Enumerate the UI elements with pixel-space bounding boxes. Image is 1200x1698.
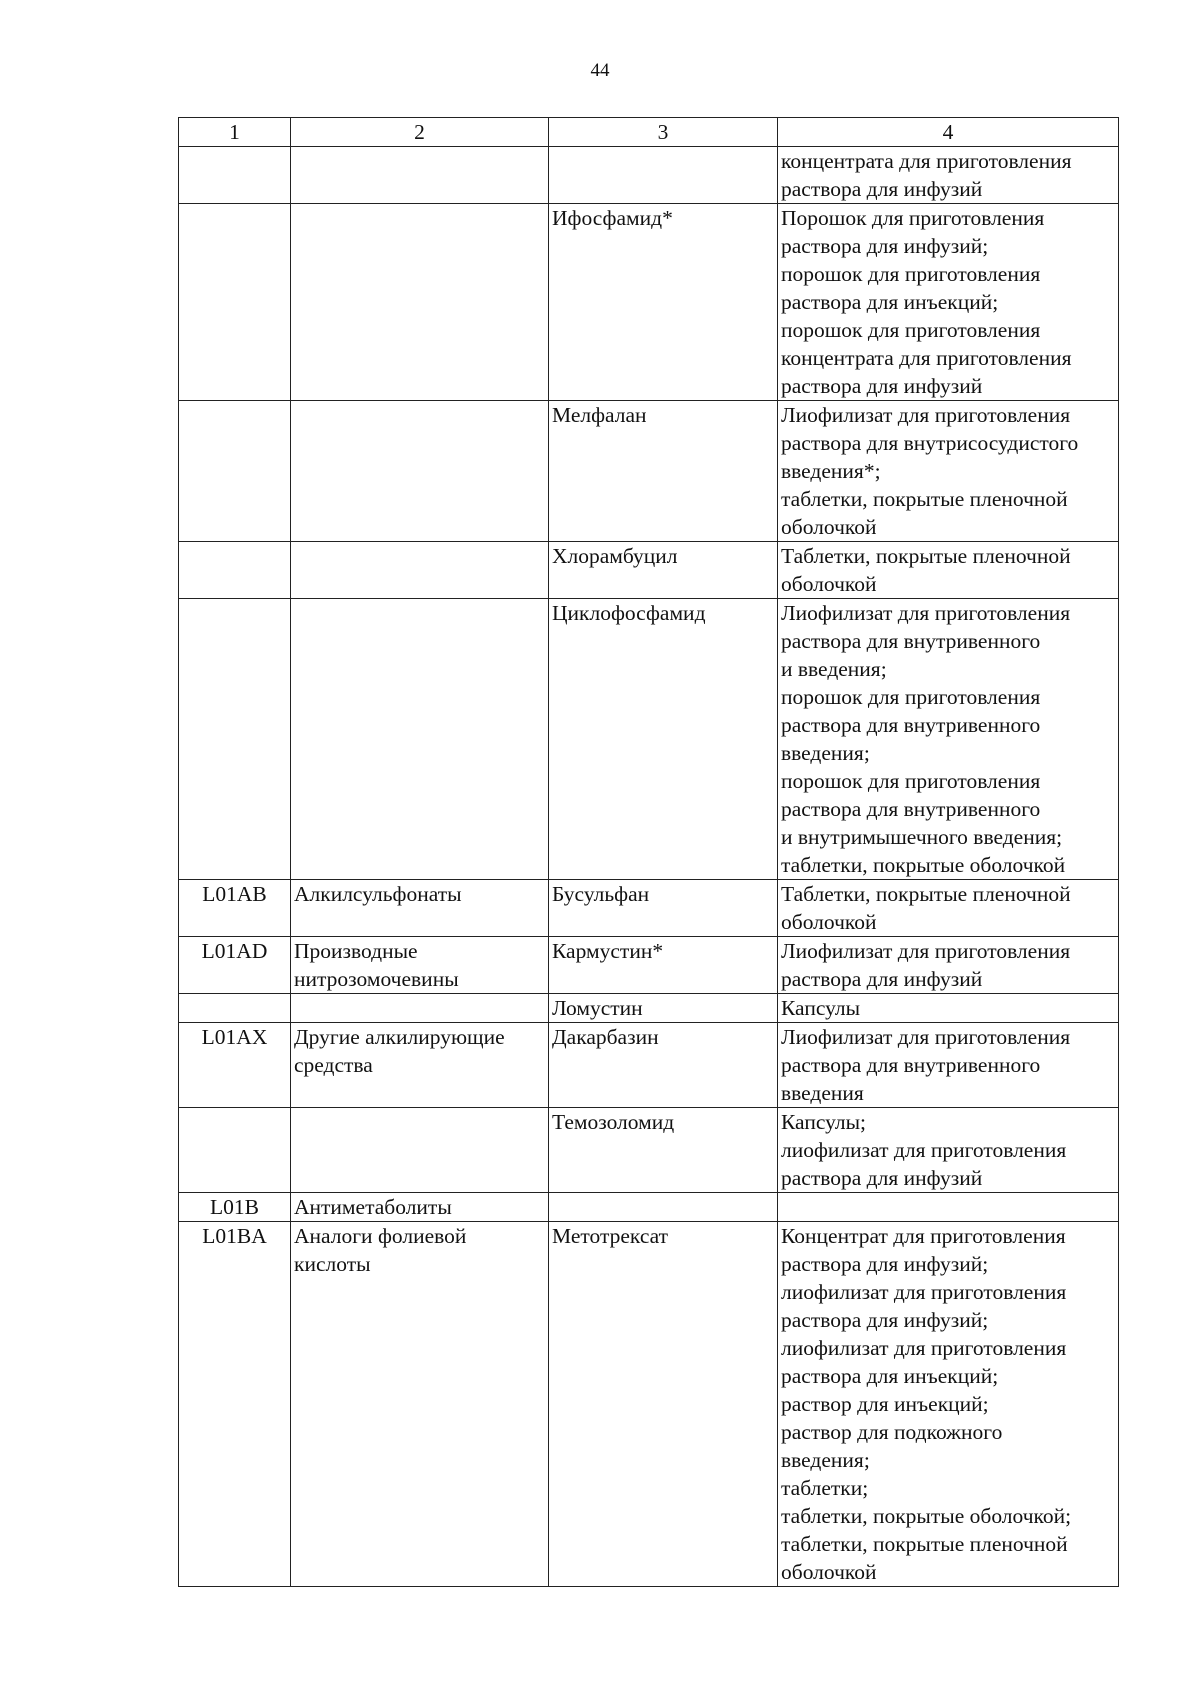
dosage-form-line: Капсулы xyxy=(781,996,861,1020)
dosage-forms-cell xyxy=(778,994,1119,1023)
dosage-forms-cell xyxy=(778,147,1119,204)
drug-name-cell: Дакарбазин xyxy=(549,1023,778,1108)
dosage-forms-cell xyxy=(778,542,1119,599)
dosage-form-line: раствор для инъекций; xyxy=(781,1392,989,1416)
dosage-forms-cell xyxy=(778,1023,1119,1108)
dosage-form-line: оболочкой xyxy=(781,572,877,596)
dosage-forms-cell xyxy=(778,1193,1119,1222)
atc-code-cell xyxy=(179,599,291,880)
table-row xyxy=(179,542,1119,599)
dosage-form-line: таблетки, покрытые оболочкой xyxy=(781,853,1066,877)
group-name-cell xyxy=(291,1108,549,1193)
dosage-form-line: раствора для инфузий; xyxy=(781,1252,989,1276)
dosage-form-line: Порошок для приготовления xyxy=(781,206,1045,230)
dosage-form-line: и внутримышечного введения; xyxy=(781,825,1063,849)
drug-name-cell: Темозоломид xyxy=(549,1108,778,1193)
table-row xyxy=(179,1108,1119,1193)
dosage-form-line: Таблетки, покрытые пленочной xyxy=(781,882,1071,906)
dosage-form-line: лиофилизат для приготовления xyxy=(781,1280,1067,1304)
dosage-form-line: раствора для инфузий; xyxy=(781,234,989,258)
atc-code-cell xyxy=(179,401,291,542)
group-name-cell xyxy=(291,147,549,204)
column-header: 4 xyxy=(778,118,1119,147)
dosage-form-line xyxy=(781,1193,1115,1221)
dosage-form-line: раствора для инъекций; xyxy=(781,1364,999,1388)
drug-name-cell: Метотрексат xyxy=(549,1222,778,1587)
table-row xyxy=(179,880,1119,937)
atc-code-cell: L01B xyxy=(179,1193,291,1222)
table-body xyxy=(179,147,1119,1587)
dosage-forms-cell xyxy=(778,204,1119,401)
drug-name-cell: Ифосфамид* xyxy=(549,204,778,401)
dosage-form-line: Лиофилизат для приготовления xyxy=(781,939,1071,963)
atc-code-cell xyxy=(179,542,291,599)
group-name-cell xyxy=(291,542,549,599)
dosage-forms-cell xyxy=(778,1222,1119,1587)
dosage-forms-cell xyxy=(778,599,1119,880)
dosage-form-line: концентрата для приготовления xyxy=(781,346,1072,370)
dosage-form-line: Капсулы; xyxy=(781,1110,867,1134)
dosage-form-line: раствора для инфузий xyxy=(781,177,983,201)
drug-name-cell: Мелфалан xyxy=(549,401,778,542)
atc-code-cell xyxy=(179,1108,291,1193)
table-row xyxy=(179,994,1119,1023)
dosage-forms-cell xyxy=(778,1108,1119,1193)
dosage-forms-cell xyxy=(778,880,1119,937)
dosage-form-line: раствора для внутрисосудистого xyxy=(781,431,1079,455)
atc-code-cell xyxy=(179,994,291,1023)
dosage-form-line: раствора для внутривенного xyxy=(781,629,1041,653)
dosage-form-line: лиофилизат для приготовления xyxy=(781,1138,1067,1162)
dosage-form-line: раствора для внутривенного xyxy=(781,713,1041,737)
dosage-form-line: оболочкой xyxy=(781,515,877,539)
dosage-form-line: оболочкой xyxy=(781,910,877,934)
atc-code-cell xyxy=(179,204,291,401)
dosage-form-line: лиофилизат для приготовления xyxy=(781,1336,1067,1360)
dosage-form-line: оболочкой xyxy=(781,1560,877,1584)
atc-code-cell: L01BA xyxy=(179,1222,291,1587)
dosage-form-line: введения; xyxy=(781,741,870,765)
dosage-form-line: таблетки; xyxy=(781,1476,869,1500)
drug-table xyxy=(178,117,1119,1587)
dosage-form-line: раствора для внутривенного xyxy=(781,797,1041,821)
column-header: 2 xyxy=(291,118,549,147)
group-name-cell: Другие алкилирующие средства xyxy=(291,1023,549,1108)
dosage-form-line: Таблетки, покрытые пленочной xyxy=(781,544,1071,568)
dosage-form-line: раствора для инфузий xyxy=(781,374,983,398)
dosage-form-line: раствора для инфузий xyxy=(781,967,983,991)
group-name-cell: Антиметаболиты xyxy=(291,1193,549,1222)
group-name-cell: Аналоги фолиевой кислоты xyxy=(291,1222,549,1587)
dosage-form-line: Концентрат для приготовления xyxy=(781,1224,1066,1248)
column-header: 3 xyxy=(549,118,778,147)
header-row xyxy=(179,118,1119,147)
group-name-cell xyxy=(291,204,549,401)
drug-name-cell xyxy=(549,147,778,204)
dosage-form-line: таблетки, покрытые оболочкой; xyxy=(781,1504,1072,1528)
table-row xyxy=(179,401,1119,542)
drug-name-cell: Кармустин* xyxy=(549,937,778,994)
atc-code-cell: L01AD xyxy=(179,937,291,994)
dosage-form-line: введения*; xyxy=(781,459,881,483)
drug-name-cell: Ломустин xyxy=(549,994,778,1023)
dosage-form-line: раствора для внутривенного xyxy=(781,1053,1041,1077)
dosage-form-line: таблетки, покрытые пленочной xyxy=(781,487,1068,511)
group-name-cell xyxy=(291,599,549,880)
dosage-form-line: Лиофилизат для приготовления xyxy=(781,601,1071,625)
dosage-form-line: введения xyxy=(781,1081,864,1105)
group-name-cell: Алкилсульфонаты xyxy=(291,880,549,937)
dosage-form-line: раствор для подкожного xyxy=(781,1420,1003,1444)
table-row xyxy=(179,1023,1119,1108)
dosage-form-line: порошок для приготовления xyxy=(781,769,1041,793)
drug-name-cell: Хлорамбуцил xyxy=(549,542,778,599)
atc-code-cell xyxy=(179,147,291,204)
table-row xyxy=(179,937,1119,994)
dosage-form-line: Лиофилизат для приготовления xyxy=(781,403,1071,427)
drug-name-cell xyxy=(549,1193,778,1222)
page-number: 44 xyxy=(590,60,610,81)
table-row xyxy=(179,599,1119,880)
table-row xyxy=(179,1222,1119,1587)
dosage-form-line: раствора для инъекций; xyxy=(781,290,999,314)
group-name-cell xyxy=(291,401,549,542)
drug-name-cell: Бусульфан xyxy=(549,880,778,937)
dosage-form-line: порошок для приготовления xyxy=(781,318,1041,342)
dosage-form-line: порошок для приготовления xyxy=(781,262,1041,286)
group-name-cell xyxy=(291,994,549,1023)
atc-code-cell: L01AB xyxy=(179,880,291,937)
dosage-forms-cell xyxy=(778,401,1119,542)
table-row xyxy=(179,204,1119,401)
dosage-form-line: и введения; xyxy=(781,657,887,681)
dosage-form-line: раствора для инфузий; xyxy=(781,1308,989,1332)
dosage-form-line: концентрата для приготовления xyxy=(781,149,1072,173)
dosage-form-line: введения; xyxy=(781,1448,870,1472)
dosage-forms-cell xyxy=(778,937,1119,994)
atc-code-cell: L01AX xyxy=(179,1023,291,1108)
table-row xyxy=(179,147,1119,204)
dosage-form-line: Лиофилизат для приготовления xyxy=(781,1025,1071,1049)
dosage-form-line: раствора для инфузий xyxy=(781,1166,983,1190)
drug-name-cell: Циклофосфамид xyxy=(549,599,778,880)
table-row xyxy=(179,1193,1119,1222)
column-header: 1 xyxy=(179,118,291,147)
dosage-form-line: таблетки, покрытые пленочной xyxy=(781,1532,1068,1556)
group-name-cell: Производные нитрозомочевины xyxy=(291,937,549,994)
dosage-form-line: порошок для приготовления xyxy=(781,685,1041,709)
